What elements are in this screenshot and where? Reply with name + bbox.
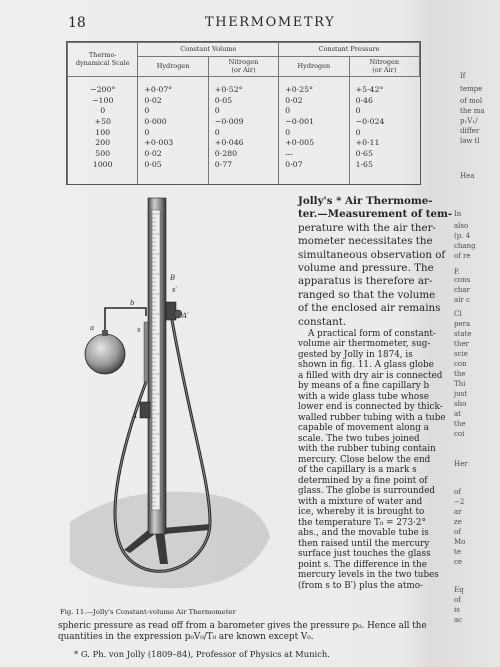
text-line: a filled with dry air is connected xyxy=(298,370,443,381)
facing-page-fragment: ze xyxy=(454,518,462,526)
facing-page-fragment: con xyxy=(454,360,467,368)
scale-strip xyxy=(152,210,160,510)
facing-page-fragment: Her xyxy=(454,460,468,468)
movable-tube-clamp xyxy=(166,302,176,320)
table-column-cp-hydrogen: +0·25° 0·02 0 −0·001 0 +0·005 — 0·07 xyxy=(279,77,349,185)
facing-page-fragment: of xyxy=(454,528,461,536)
text-line: mercury levels in the two tubes xyxy=(298,570,439,581)
figure-label-a: a xyxy=(90,324,95,332)
text-line: by means of a fine capillary b xyxy=(298,381,430,392)
facing-page-fragment: tempe xyxy=(460,85,483,93)
text-line: with a mixture of water and xyxy=(298,496,423,507)
facing-page-fragment: ac xyxy=(454,616,463,624)
text-line: with a wide glass tube whose xyxy=(298,391,429,402)
facing-page-fragment: sho xyxy=(454,400,467,408)
text-line: volume air thermometer, sug- xyxy=(298,339,431,350)
text-line: the temperature T₀ = 273·2° xyxy=(298,517,426,528)
col-header-cp-hydrogen: Hydrogen xyxy=(279,57,349,77)
text-line: (from s to B′) plus the atmo- xyxy=(298,580,423,591)
footnote: * G. Ph. von Jolly (1809–84), Professor of Physics at Munich. xyxy=(74,649,330,659)
facing-page-fragment: Thi xyxy=(454,380,466,388)
clamp-screw xyxy=(174,310,182,318)
figure-caption: Fig. 11.—Jolly's Constant-volume Air Thermometer xyxy=(60,608,236,616)
facing-page-fragment: pera xyxy=(454,320,471,328)
facing-page-fragment: also xyxy=(454,222,469,230)
text-line: ranged so that the volume xyxy=(298,288,436,301)
text-line: mometer necessitates the xyxy=(298,235,433,248)
text-line: of the enclosed air remains xyxy=(298,302,441,315)
table-column-scale: −200° −100 0 +50 100 200 500 1000 xyxy=(68,77,138,185)
facing-page-fragment: (p. 4 xyxy=(454,232,471,240)
table-column-cv-hydrogen: +0·07° 0·02 0 0·000 0 +0·003 0·02 0·05 xyxy=(138,77,208,185)
text-line: lower end is connected by thick- xyxy=(298,402,443,413)
facing-page-fragment: law tl xyxy=(460,137,480,145)
text-line: ter.—Measurement of tem- xyxy=(298,208,453,221)
text-line: apparatus is therefore ar- xyxy=(298,275,433,288)
continued-paragraph xyxy=(58,621,438,642)
facing-page-fragment: In xyxy=(454,210,462,218)
text-line: abs., and the movable tube is xyxy=(298,528,429,539)
facing-page-fragment: ther xyxy=(454,340,469,348)
col-header-scale: Thermo- dynamical Scale xyxy=(68,43,138,77)
facing-page-fragment: the xyxy=(454,370,466,378)
text-line: walled rubber tubing with a tube xyxy=(298,412,446,423)
text-line: A practical form of constant- xyxy=(308,328,436,339)
facing-page-fragment: p₁V₁/ xyxy=(460,117,478,125)
text-line: quantities in the expression p₀V₀/T₀ are known except V₀. xyxy=(58,631,314,642)
table-column-cp-nitrogen: +5·42° 0·46 0 −0·024 0 +0·11 0·65 1·65 xyxy=(349,77,419,185)
facing-page-fragment: of mol xyxy=(460,97,483,105)
facing-page-fragment: of re xyxy=(454,252,471,260)
text-line: gested by Jolly in 1874, is xyxy=(298,349,413,360)
figure-label-A: A xyxy=(132,412,138,420)
text-line: constant. xyxy=(298,315,347,328)
col-header-cv-hydrogen: Hydrogen xyxy=(138,57,208,77)
text-line: glass. The globe is surrounded xyxy=(298,486,436,497)
facing-page-fragment: of xyxy=(454,488,461,496)
text-line: determined by a fine point of xyxy=(298,475,428,486)
facing-page-fragment: just xyxy=(454,390,468,398)
figure-label-s: s xyxy=(137,326,141,334)
jolly-air-thermometer-illustration xyxy=(60,192,295,602)
text-line: mercury. Close below the end xyxy=(298,454,431,465)
facing-page-fragment: coi xyxy=(454,430,465,438)
text-line: then raised until the mercury xyxy=(298,538,430,549)
text-line: shown in fig. 11. A glass globe xyxy=(298,360,434,371)
facing-page-fragment: Eq xyxy=(454,586,464,594)
running-head: THERMOMETRY xyxy=(205,15,336,30)
text-line: point s. The difference in the xyxy=(298,559,427,570)
facing-page-fragment: the ma xyxy=(460,107,485,115)
text-line: ice, whereby it is brought to xyxy=(298,507,425,518)
facing-page-fragment: of xyxy=(454,596,461,604)
text-line: surface just touches the glass xyxy=(298,549,431,560)
facing-page-fragment: is xyxy=(454,606,460,614)
col-header-cv-nitrogen: Nitrogen (or Air) xyxy=(208,57,278,77)
table-column-cv-nitrogen: +0·52° 0·05 0 −0·009 0 +0·046 0·280 0·77 xyxy=(208,77,278,185)
facing-page-fragment: cons xyxy=(454,276,471,284)
facing-page-fragment: chang xyxy=(454,242,476,250)
text-line: scale. The two tubes joined xyxy=(298,433,420,444)
facing-page-fragment: ar xyxy=(454,508,462,516)
facing-page-fragment: −2 xyxy=(454,498,465,506)
facing-page-edge xyxy=(440,0,500,667)
facing-page-fragment: air c xyxy=(454,296,470,304)
thermometer-comparison-table xyxy=(66,41,421,185)
text-line: volume and pressure. The xyxy=(298,261,434,274)
text-line: spheric pressure as read off from a barometer gives the pressure p₀. Hence all the xyxy=(58,621,427,631)
facing-page-fragment: Cl xyxy=(454,310,462,318)
text-line: capable of movement along a xyxy=(298,423,429,434)
facing-page-fragment: at xyxy=(454,410,461,418)
figure-label-b: b xyxy=(130,299,135,307)
facing-page-fragment: the xyxy=(454,420,466,428)
body-text xyxy=(298,195,453,591)
page-number: 18 xyxy=(68,15,86,31)
text-line: of the capillary is a mark s xyxy=(298,465,417,476)
text-line: Jolly's * Air Thermome- xyxy=(298,195,433,207)
figure-label-A-prime: A′ xyxy=(182,312,189,320)
facing-page-fragment: scie xyxy=(454,350,468,358)
globe-neck xyxy=(102,330,108,336)
text-line: perature with the air ther- xyxy=(298,221,436,234)
facing-page-fragment: differ xyxy=(460,127,480,135)
ground-shadow xyxy=(70,492,270,589)
lower-clamp xyxy=(140,402,150,418)
group-header-constant-pressure: Constant Pressure xyxy=(279,43,420,57)
fixed-tube xyxy=(144,322,148,382)
facing-page-fragment: ce xyxy=(454,558,463,566)
facing-page-fragment: If xyxy=(460,72,466,80)
col-header-cp-nitrogen: Nitrogen (or Air) xyxy=(349,57,419,77)
facing-page-fragment: te xyxy=(454,548,461,556)
text-line: with the rubber tubing contain xyxy=(298,444,436,455)
glass-globe xyxy=(85,334,125,374)
figure-label-B: B xyxy=(170,274,176,282)
facing-page-fragment: state xyxy=(454,330,472,338)
facing-page-fragment: P. xyxy=(454,268,460,276)
text-line: simultaneous observation of xyxy=(298,248,446,261)
facing-page-fragment: Mo xyxy=(454,538,466,546)
facing-page-fragment: char xyxy=(454,286,470,294)
figure-label-s-prime: s′ xyxy=(172,286,178,294)
facing-page-fragment: Hea xyxy=(460,172,475,180)
group-header-constant-volume: Constant Volume xyxy=(138,43,279,57)
